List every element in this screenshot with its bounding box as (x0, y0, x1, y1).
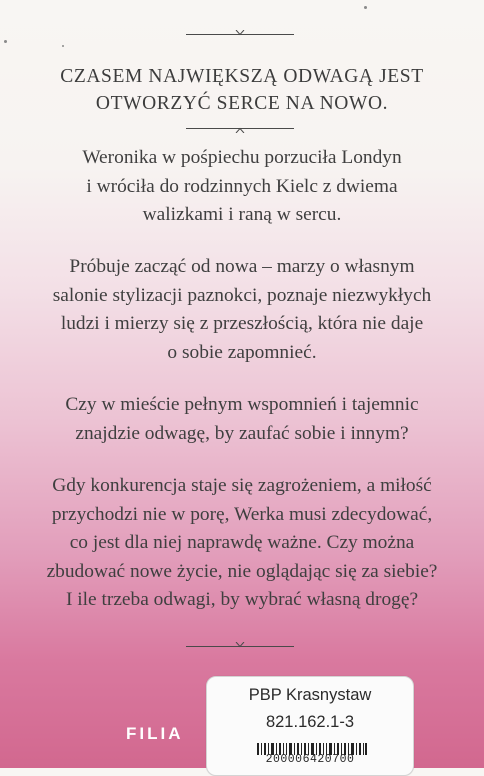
library-sticker (206, 676, 414, 776)
publisher-logo: FILIA (126, 724, 184, 743)
blurb-line: o sobie zapomnieć. (167, 341, 317, 363)
blurb-line: zbudować nowe życie, nie oglądając się za siebie? (46, 560, 438, 582)
blurb-paragraph-4 (6, 472, 478, 615)
blurb-line: Weronika w pośpiechu porzuciła Londyn (82, 147, 402, 168)
blurb-line: Próbuje zacząć od nowa – marzy o własnym (69, 256, 415, 277)
blurb-line: I ile trzeba odwagi, by wybrać własną drogę? (65, 589, 419, 610)
dust-speck (62, 45, 64, 47)
blurb-line: Czy w mieście pełnym wspomnień i tajemnic (65, 394, 419, 415)
blurb-line: salonie stylizacji paznokci, poznaje niezwykłych (52, 284, 432, 306)
blurb-line: i wróciła do rodzinnych Kielc z dwiema (86, 175, 398, 197)
blurb-line: co jest dla niej naprawdę ważne. Czy można (69, 532, 415, 553)
tagline-heading (20, 63, 464, 117)
tagline-line: OTWORZYĆ SERCE NA NOWO. (95, 93, 389, 114)
dust-speck (364, 6, 367, 9)
blurb-line: przychodzi nie w porę, Werka musi zdecydować, (51, 503, 433, 525)
tagline-line: CZASEM NAJWIĘKSZĄ ODWAGĄ JEST (60, 66, 424, 87)
blurb-paragraph-2 (6, 253, 478, 367)
ornament-divider-bottom (186, 642, 294, 651)
dust-speck (4, 40, 7, 43)
shelf-signature: 821.162.1-3 (265, 713, 355, 731)
blurb-line: ludzi i mierzy się z przeszłością, która nie daje (60, 313, 424, 334)
barcode-number: 200006420700 (265, 753, 355, 765)
blurb-line: walizkami i raną w sercu. (142, 204, 342, 225)
blurb-line: Gdy konkurencja staje się zagrożeniem, a miłość (52, 475, 432, 496)
blurb-line: znajdzie odwagę, by zaufać sobie i innym? (75, 422, 409, 444)
blurb-paragraph-3 (6, 391, 478, 448)
library-name: PBP Krasnystaw (248, 686, 372, 704)
ornament-divider-top (186, 30, 294, 39)
ornament-divider-middle (186, 124, 294, 133)
barcode (257, 740, 367, 752)
blurb-paragraph-1 (6, 144, 478, 230)
